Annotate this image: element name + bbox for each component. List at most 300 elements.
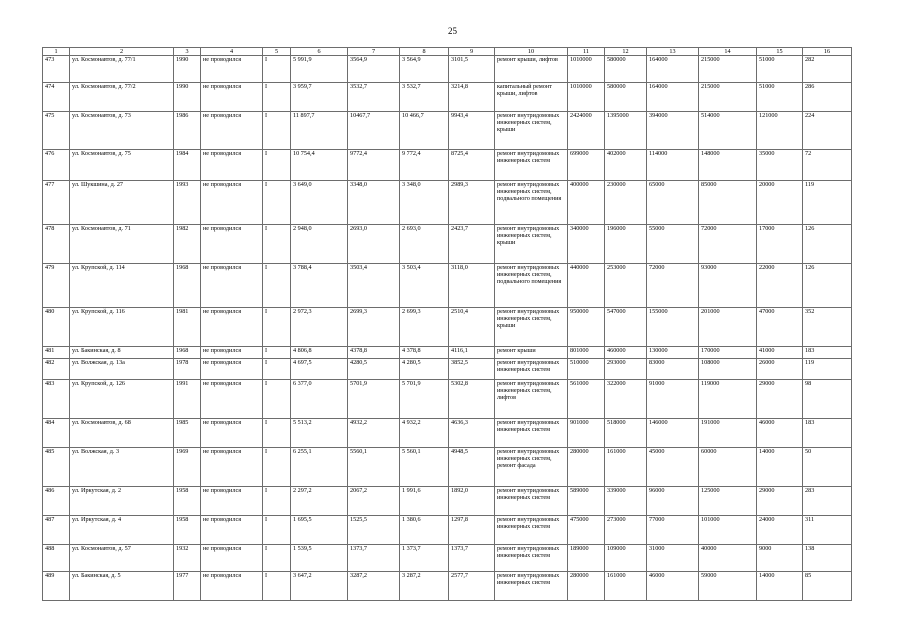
column-number: 14 xyxy=(699,48,757,56)
table-cell: 26000 xyxy=(757,359,803,380)
table-cell: 1990 xyxy=(174,56,201,83)
table-cell: 51000 xyxy=(757,83,803,112)
table-cell: 1010000 xyxy=(568,83,605,112)
table-cell: 1977 xyxy=(174,572,201,601)
table-cell: 1 695,5 xyxy=(291,516,348,545)
table-cell: 164000 xyxy=(647,83,699,112)
table-cell: 77000 xyxy=(647,516,699,545)
table-cell: 580000 xyxy=(605,83,647,112)
table-cell: 196000 xyxy=(605,225,647,264)
column-number: 11 xyxy=(568,48,605,56)
table-cell: 3 348,0 xyxy=(400,181,449,225)
table-cell: 484 xyxy=(43,419,70,448)
table-cell: 20000 xyxy=(757,181,803,225)
table-cell: 65000 xyxy=(647,181,699,225)
table-cell: 477 xyxy=(43,181,70,225)
table-cell: 273000 xyxy=(605,516,647,545)
table-cell: 1982 xyxy=(174,225,201,264)
table-cell: 4 932,2 xyxy=(400,419,449,448)
table-cell: 9943,4 xyxy=(449,112,495,150)
table-cell: 14000 xyxy=(757,448,803,487)
table-cell: 479 xyxy=(43,264,70,308)
column-number: 16 xyxy=(803,48,852,56)
table-cell: ремонт внутридомовых инженерных систем, подвального помещения xyxy=(495,264,568,308)
table-cell: 17000 xyxy=(757,225,803,264)
table-cell: 561000 xyxy=(568,380,605,419)
table-cell: ул. Волжская, д. 3 xyxy=(70,448,174,487)
table-cell: не проводился xyxy=(201,264,263,308)
table-cell: 119 xyxy=(803,359,852,380)
table-cell: 148000 xyxy=(699,150,757,181)
table-row xyxy=(43,112,852,150)
table-cell: 4116,1 xyxy=(449,347,495,359)
table-cell: 1 373,7 xyxy=(400,545,449,572)
table-cell: ремонт внутридомовых инженерных систем, крыши xyxy=(495,308,568,347)
table-cell: 55000 xyxy=(647,225,699,264)
table-cell: ул. Космонавтов, д. 57 xyxy=(70,545,174,572)
table-cell: не проводился xyxy=(201,516,263,545)
table-cell: 9000 xyxy=(757,545,803,572)
table-cell: 51000 xyxy=(757,56,803,83)
column-number: 4 xyxy=(201,48,263,56)
table-cell: ремонт внутридомовых инженерных систем xyxy=(495,359,568,380)
housing-repair-table xyxy=(42,47,852,601)
table-cell: 183 xyxy=(803,347,852,359)
table-cell: 286 xyxy=(803,83,852,112)
table-cell: 1892,0 xyxy=(449,487,495,516)
table-cell: 46000 xyxy=(757,419,803,448)
table-cell: 155000 xyxy=(647,308,699,347)
table-cell: ул. Космонавтов, д. 77/2 xyxy=(70,83,174,112)
table-cell: 1395000 xyxy=(605,112,647,150)
table-cell: 72000 xyxy=(647,264,699,308)
table-cell: 224 xyxy=(803,112,852,150)
table-cell: 2 699,3 xyxy=(400,308,449,347)
table-cell: 5 701,9 xyxy=(400,380,449,419)
table-cell: 1985 xyxy=(174,419,201,448)
table-cell: 1968 xyxy=(174,347,201,359)
table-cell: 96000 xyxy=(647,487,699,516)
column-number: 15 xyxy=(757,48,803,56)
table-row xyxy=(43,264,852,308)
table-cell: ул. Крупской, д. 126 xyxy=(70,380,174,419)
column-number: 10 xyxy=(495,48,568,56)
table-cell: 5701,9 xyxy=(348,380,400,419)
table-cell: 253000 xyxy=(605,264,647,308)
table-row xyxy=(43,572,852,601)
table-cell: 1993 xyxy=(174,181,201,225)
table-cell: 3564,9 xyxy=(348,56,400,83)
column-number: 3 xyxy=(174,48,201,56)
table-cell: 4 378,8 xyxy=(400,347,449,359)
table-cell: 119 xyxy=(803,181,852,225)
table-cell: ул. Волжская, д. 13а xyxy=(70,359,174,380)
table-cell: 125000 xyxy=(699,487,757,516)
table-cell: 699000 xyxy=(568,150,605,181)
table-cell: 476 xyxy=(43,150,70,181)
table-cell: 85 xyxy=(803,572,852,601)
table-cell: 93000 xyxy=(699,264,757,308)
table-cell: 35000 xyxy=(757,150,803,181)
table-cell: I xyxy=(263,112,291,150)
table-cell: 339000 xyxy=(605,487,647,516)
table-cell: 161000 xyxy=(605,572,647,601)
table-cell: 2577,7 xyxy=(449,572,495,601)
table-cell: 10467,7 xyxy=(348,112,400,150)
table-cell: не проводился xyxy=(201,380,263,419)
table-cell: 2067,2 xyxy=(348,487,400,516)
table-header xyxy=(43,48,852,56)
table-cell: ремонт внутридомовых инженерных систем, ремонт фасада xyxy=(495,448,568,487)
table-cell: 2693,0 xyxy=(348,225,400,264)
table-cell: 130000 xyxy=(647,347,699,359)
table-row xyxy=(43,83,852,112)
table-cell: 460000 xyxy=(605,347,647,359)
table-cell: не проводился xyxy=(201,56,263,83)
table-cell: 230000 xyxy=(605,181,647,225)
table-cell: 2 948,0 xyxy=(291,225,348,264)
table-cell: I xyxy=(263,347,291,359)
table-cell: ремонт крыши xyxy=(495,347,568,359)
table-cell: I xyxy=(263,150,291,181)
table-cell: ул. Космонавтов, д. 75 xyxy=(70,150,174,181)
column-number: 2 xyxy=(70,48,174,56)
table-cell: 3 959,7 xyxy=(291,83,348,112)
table-cell: 1984 xyxy=(174,150,201,181)
table-cell: ремонт внутридомовых инженерных систем xyxy=(495,545,568,572)
table-cell: 3 287,2 xyxy=(400,572,449,601)
table-cell: 1991 xyxy=(174,380,201,419)
table-cell: I xyxy=(263,516,291,545)
table-cell: 1968 xyxy=(174,264,201,308)
table-cell: 3 788,4 xyxy=(291,264,348,308)
column-number: 7 xyxy=(348,48,400,56)
table-cell: I xyxy=(263,572,291,601)
table-cell: ул. Крупской, д. 116 xyxy=(70,308,174,347)
table-cell: не проводился xyxy=(201,150,263,181)
table-cell: 119000 xyxy=(699,380,757,419)
table-cell: не проводился xyxy=(201,347,263,359)
table-cell: не проводился xyxy=(201,112,263,150)
table-cell: 29000 xyxy=(757,380,803,419)
table-cell: 215000 xyxy=(699,83,757,112)
table-cell: 5 560,1 xyxy=(400,448,449,487)
table-cell: 486 xyxy=(43,487,70,516)
table-cell: 85000 xyxy=(699,181,757,225)
table-cell: 40000 xyxy=(699,545,757,572)
table-cell: I xyxy=(263,181,291,225)
table-cell: 394000 xyxy=(647,112,699,150)
table-cell: 293000 xyxy=(605,359,647,380)
table-cell: 3118,0 xyxy=(449,264,495,308)
table-cell: 4378,8 xyxy=(348,347,400,359)
table-cell: не проводился xyxy=(201,487,263,516)
table-cell: I xyxy=(263,83,291,112)
table-cell: 483 xyxy=(43,380,70,419)
table-cell: 138 xyxy=(803,545,852,572)
table-cell: 31000 xyxy=(647,545,699,572)
table-cell: I xyxy=(263,308,291,347)
table-cell: 2424000 xyxy=(568,112,605,150)
table-cell: 510000 xyxy=(568,359,605,380)
table-cell: 5 991,9 xyxy=(291,56,348,83)
table-cell: не проводился xyxy=(201,448,263,487)
table-cell: 161000 xyxy=(605,448,647,487)
table-cell: 1978 xyxy=(174,359,201,380)
column-number: 8 xyxy=(400,48,449,56)
table-cell: 101000 xyxy=(699,516,757,545)
column-number: 6 xyxy=(291,48,348,56)
table-cell: 340000 xyxy=(568,225,605,264)
table-cell: 901000 xyxy=(568,419,605,448)
table-cell: 183 xyxy=(803,419,852,448)
table-cell: 2 693,0 xyxy=(400,225,449,264)
table-cell: ул. Бакинская, д. 8 xyxy=(70,347,174,359)
table-cell: не проводился xyxy=(201,308,263,347)
table-cell: ремонт внутридомовых инженерных систем xyxy=(495,572,568,601)
table-cell: 547000 xyxy=(605,308,647,347)
table-row xyxy=(43,487,852,516)
table-cell: ул. Иркутская, д. 4 xyxy=(70,516,174,545)
table-cell: 1969 xyxy=(174,448,201,487)
table-cell: 14000 xyxy=(757,572,803,601)
table-cell: 1373,7 xyxy=(449,545,495,572)
table-cell: 1525,5 xyxy=(348,516,400,545)
table-cell: 46000 xyxy=(647,572,699,601)
table-cell: 2 297,2 xyxy=(291,487,348,516)
table-cell: 322000 xyxy=(605,380,647,419)
table-row xyxy=(43,380,852,419)
table-cell: 4636,3 xyxy=(449,419,495,448)
table-cell: 10 466,7 xyxy=(400,112,449,150)
table-row xyxy=(43,419,852,448)
table-cell: 108000 xyxy=(699,359,757,380)
table-cell: 126 xyxy=(803,225,852,264)
table-cell: 72000 xyxy=(699,225,757,264)
table-cell: 9772,4 xyxy=(348,150,400,181)
table-cell: не проводился xyxy=(201,83,263,112)
column-number: 1 xyxy=(43,48,70,56)
table-cell: 489 xyxy=(43,572,70,601)
table-cell: 146000 xyxy=(647,419,699,448)
table-cell: не проводился xyxy=(201,545,263,572)
table-cell: 8725,4 xyxy=(449,150,495,181)
table-cell: 1932 xyxy=(174,545,201,572)
table-cell: капитальный ремонт крыши, лифтов xyxy=(495,83,568,112)
table-cell: 3 647,2 xyxy=(291,572,348,601)
table-cell: 50 xyxy=(803,448,852,487)
table-cell: ремонт внутридомовых инженерных систем xyxy=(495,150,568,181)
table-cell: 72 xyxy=(803,150,852,181)
table-cell: 6 255,1 xyxy=(291,448,348,487)
table-cell: 1 991,6 xyxy=(400,487,449,516)
table-cell: ремонт внутридомовых инженерных систем xyxy=(495,419,568,448)
table-cell: ремонт внутридомовых инженерных систем, крыши xyxy=(495,225,568,264)
table-row xyxy=(43,359,852,380)
table-cell: 4280,5 xyxy=(348,359,400,380)
table-row xyxy=(43,56,852,83)
table-cell: 6 377,0 xyxy=(291,380,348,419)
table-cell: ул. Космонавтов, д. 68 xyxy=(70,419,174,448)
table-cell: 480 xyxy=(43,308,70,347)
table-cell: 3503,4 xyxy=(348,264,400,308)
table-row xyxy=(43,308,852,347)
table-cell: 280000 xyxy=(568,448,605,487)
table-cell: 352 xyxy=(803,308,852,347)
table-row xyxy=(43,225,852,264)
table-cell: 1 539,5 xyxy=(291,545,348,572)
table-cell: I xyxy=(263,545,291,572)
table-cell: ремонт внутридомовых инженерных систем xyxy=(495,487,568,516)
table-cell: ремонт крыши, лифтов xyxy=(495,56,568,83)
table-cell: 91000 xyxy=(647,380,699,419)
table-cell: 474 xyxy=(43,83,70,112)
table-cell: 4948,5 xyxy=(449,448,495,487)
table-cell: не проводился xyxy=(201,359,263,380)
table-cell: 1373,7 xyxy=(348,545,400,572)
table-cell: 580000 xyxy=(605,56,647,83)
table-cell: 2989,3 xyxy=(449,181,495,225)
table-cell: 109000 xyxy=(605,545,647,572)
table-cell: 164000 xyxy=(647,56,699,83)
table-cell: 45000 xyxy=(647,448,699,487)
table-cell: 24000 xyxy=(757,516,803,545)
table-cell: 3532,7 xyxy=(348,83,400,112)
table-cell: I xyxy=(263,380,291,419)
table-cell: 11 897,7 xyxy=(291,112,348,150)
table-cell: 475000 xyxy=(568,516,605,545)
table-cell: 4932,2 xyxy=(348,419,400,448)
table-cell: 1986 xyxy=(174,112,201,150)
table-cell: ул. Космонавтов, д. 73 xyxy=(70,112,174,150)
table-cell: 3 503,4 xyxy=(400,264,449,308)
table-cell: 10 754,4 xyxy=(291,150,348,181)
table-cell: 481 xyxy=(43,347,70,359)
table-cell: не проводился xyxy=(201,419,263,448)
table-cell: 475 xyxy=(43,112,70,150)
table-cell: 22000 xyxy=(757,264,803,308)
table-cell: I xyxy=(263,264,291,308)
table-cell: 1010000 xyxy=(568,56,605,83)
table-cell: 41000 xyxy=(757,347,803,359)
table-cell: 400000 xyxy=(568,181,605,225)
table-cell: 3348,0 xyxy=(348,181,400,225)
table-cell: не проводился xyxy=(201,181,263,225)
table-row xyxy=(43,150,852,181)
table-cell: 485 xyxy=(43,448,70,487)
table-row xyxy=(43,181,852,225)
table-cell: 2510,4 xyxy=(449,308,495,347)
table-cell: 3852,5 xyxy=(449,359,495,380)
table-cell: ул. Космонавтов, д. 71 xyxy=(70,225,174,264)
table-cell: 47000 xyxy=(757,308,803,347)
table-row xyxy=(43,347,852,359)
column-number: 9 xyxy=(449,48,495,56)
table-cell: 950000 xyxy=(568,308,605,347)
table-cell: не проводился xyxy=(201,572,263,601)
table-cell: 3287,2 xyxy=(348,572,400,601)
column-number: 5 xyxy=(263,48,291,56)
table-cell: 589000 xyxy=(568,487,605,516)
table-cell: 473 xyxy=(43,56,70,83)
table-cell: 280000 xyxy=(568,572,605,601)
table-cell: 2699,3 xyxy=(348,308,400,347)
table-row xyxy=(43,545,852,572)
table-cell: 4 697,5 xyxy=(291,359,348,380)
table-cell: I xyxy=(263,448,291,487)
table-cell: 3 532,7 xyxy=(400,83,449,112)
table-cell: ул. Космонавтов, д. 77/1 xyxy=(70,56,174,83)
table-cell: I xyxy=(263,419,291,448)
table-cell: 1981 xyxy=(174,308,201,347)
table-cell: 283 xyxy=(803,487,852,516)
table-cell: ремонт внутридомовых инженерных систем xyxy=(495,516,568,545)
table-cell: 4 806,8 xyxy=(291,347,348,359)
table-row xyxy=(43,516,852,545)
table-cell: 518000 xyxy=(605,419,647,448)
column-number: 13 xyxy=(647,48,699,56)
table-cell: 83000 xyxy=(647,359,699,380)
table-cell: ул. Иркутская, д. 2 xyxy=(70,487,174,516)
table-cell: 3 649,0 xyxy=(291,181,348,225)
table-cell: 2 972,3 xyxy=(291,308,348,347)
table-cell: 1958 xyxy=(174,487,201,516)
table-cell: 4 280,5 xyxy=(400,359,449,380)
table-cell: I xyxy=(263,56,291,83)
table-cell: I xyxy=(263,487,291,516)
table-cell: 1 380,6 xyxy=(400,516,449,545)
table-cell: 9 772,4 xyxy=(400,150,449,181)
table-cell: 121000 xyxy=(757,112,803,150)
table-cell: ул. Бакинская, д. 5 xyxy=(70,572,174,601)
table-cell: 114000 xyxy=(647,150,699,181)
table-cell: 1297,8 xyxy=(449,516,495,545)
column-number-row xyxy=(43,48,852,56)
table-cell: ремонт внутридомовых инженерных систем, лифтов xyxy=(495,380,568,419)
table-cell: 440000 xyxy=(568,264,605,308)
table-cell: 191000 xyxy=(699,419,757,448)
table-cell: 482 xyxy=(43,359,70,380)
table-cell: 3214,8 xyxy=(449,83,495,112)
table-cell: 3101,5 xyxy=(449,56,495,83)
table-cell: 282 xyxy=(803,56,852,83)
column-number: 12 xyxy=(605,48,647,56)
table-cell: 59000 xyxy=(699,572,757,601)
table-cell: 215000 xyxy=(699,56,757,83)
table-cell: 3 564,9 xyxy=(400,56,449,83)
table-cell: ремонт внутридомовых инженерных систем, подвального помещения xyxy=(495,181,568,225)
table-cell: 98 xyxy=(803,380,852,419)
table-cell: 1990 xyxy=(174,83,201,112)
table-cell: 5302,8 xyxy=(449,380,495,419)
table-cell: 487 xyxy=(43,516,70,545)
table-cell: I xyxy=(263,359,291,380)
table-cell: 801000 xyxy=(568,347,605,359)
table-cell: 5 513,2 xyxy=(291,419,348,448)
table-cell: 60000 xyxy=(699,448,757,487)
table-cell: ремонт внутридомовых инженерных систем, крыши xyxy=(495,112,568,150)
table-cell: 189000 xyxy=(568,545,605,572)
table-cell: 488 xyxy=(43,545,70,572)
table-cell: 5560,1 xyxy=(348,448,400,487)
table-cell: 514000 xyxy=(699,112,757,150)
table-cell: 402000 xyxy=(605,150,647,181)
table-cell: 170000 xyxy=(699,347,757,359)
table-cell: 29000 xyxy=(757,487,803,516)
page-number: 25 xyxy=(448,26,457,36)
table-cell: ул. Шукшина, д. 27 xyxy=(70,181,174,225)
table-cell: 311 xyxy=(803,516,852,545)
